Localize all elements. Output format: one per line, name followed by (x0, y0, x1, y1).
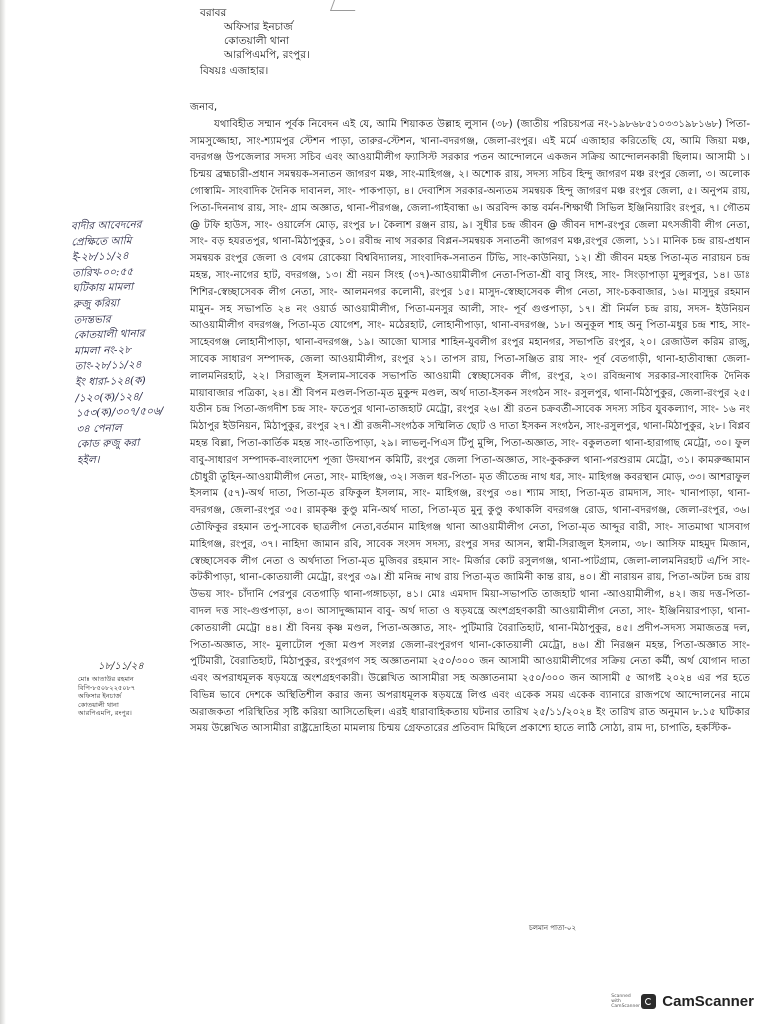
camscanner-watermark (611, 993, 754, 1010)
margin-note-line: ১৫৩(ক)/৩০৭/৫০৬/ (75, 405, 164, 420)
margin-note-line: কোতয়ালী থানার (73, 327, 145, 342)
watermark-small-text: Scanned with CamScanner (611, 994, 640, 1009)
margin-note-line: ৩৪ পেনাল (76, 421, 122, 436)
stamp-line: অফিসার ইনচার্জ (78, 692, 122, 701)
recipient-title: অফিসার ইনচার্জ (224, 21, 293, 33)
greeting: জনাব, (190, 102, 218, 113)
complaint-paragraph: যথাবিহীত সম্মান পূর্বক নিবেদন এই যে, আমি শিয়াকত উল্লাহ লুসান (৩৮) (জাতীয় পরিচয়পত্র নং-১৯৮৬৮৫১০৩৩১৯৮১৬৮) পিতা-সামসুজ্জোহা, সাং-শ্যামপুর স্টেশন পাড়া, তারুর-স্টেশন, খানা-বদরগঞ্জ, জেলা-রংপুর। এই মর্মে এজাহার করিতেছি যে, আমি জিয়া মঞ্চ, বদরগঞ্জ উপজেলার সদস্য সচিব এবং আওয়ামীলীগ ফ্যাসিস্ট সরকার পতন আন্দোলনে একজন সক্রিয় আন্দোলনকারী ছিলাম। আসামী ১। চিন্ময় ব্রহ্মচারী-প্রধান সমন্বয়ক-সনাতন জাগরণ মঞ্চ, সাং-মাহিগঞ্জ, ২। অশোক রায়, সদস্য সচিব হিন্দু জাগরণ মঞ্চ রংপুর জেলা, ৩। অলোক গোস্বামি- সাংবাদিক দৈনিক দাবানল, সাং- পাকপাড়া, ৪। দেবাশিস সরকার-অন্যতম সমন্বয়ক হিন্দু জাগরণ মঞ্চ রংপুর জেলা, ৫। অনুপম রায়, পিতা-দিননাথ রায়, সাং- গ্রাম অজ্ঞাত, থানা-পীরগঞ্জ, জেলা-গাইবান্ধা ৬। অরবিন্দ কান্ত বর্মন-শিক্ষার্থী সিভিল ইঞ্জিনিয়ারিং রংপুর, ৭। গৌতম @ টফি হাউস, সাং- ওয়ার্লেস মোড়, রংপুর ৮। কৈলাশ রঞ্জন রায়, ৯। সুধীর চন্দ্র জীবন @ জীবন দাশ-রংপুর জেলা মৎসজীবী লীগ নেতা, সাং- বড় হযরতপুর, থানা-মিঠাপুকুর, ১০। রবীন্দ্র নাথ সরকার বিপ্লন-সমন্বয়ক সনাতনী জাগরণ মঞ্চ,রংপুর জেলা, ১১। মানিক চন্দ্র রায়-প্রধান সমন্বয়ক রংপুর জেলা ও বেগম রোকেয়া বিশ্ববিদ্যালয়, সাংবাদিক-সনাতন টিভি, সাং-কাউনিয়া, ১২। শ্রী জীবন মহন্ত পিতা-মৃত নারায়ন চন্দ্র মহন্ত, সাং-নাগের হাট, বদরগঞ্জ, ১৩। শ্রী নয়ন সিংহ (৩৭)-আওয়ামীলীগ নেতা-পিতা-শ্রী বাবু সিংহ, সাং- সিংড়াপাড়া মুন্সুরপুর, ১৪। ডাঃ শিশির-স্বেচ্ছাসেবক লীগ নেতা, সাং- আলমনগর কলোনী, রংপুর ১৫। মাসুদ-স্বেচ্ছাসেবক লীগ নেতা, সাং-চকবাজার, ১৬। মাসুদুর রহমান মামুন- সহ সভাপতি ২৪ নং ওয়ার্ড আওয়ামীলীগ, পিতা-মনসুর আলী, সাং- পূর্ব গুপ্তপাড়া, ১৭। শ্রী নির্মল চন্দ্র রায়, সদস- ইউনিয়ন আওয়ামীলীগ বদরগঞ্জ, পিতা-মৃত যোগেশ, সাং- মঠেরহাট, লোহানীপাড়া, থানা-বদরগঞ্জ, ১৮। অনুকূল শাহ অনু পিতা-মধুর চন্দ্র শাহ, সাং- সাহেবগঞ্জ লোহানীপাড়া, থানা-বদরগঞ্জ, ১৯। আজো ঘাসার শাহিন-যুবলীগ রংপুর মহানগর, সভাপতি রংপুর, ২০। রেজাউল করিম রাজু, সাবেক সাধারণ সম্পাদক, জেলা আওয়ামীলীগ, রংপুর ২১। তাপস রায়, পিতা-সঞ্জিত রায় সাং- পূর্ব বেতগাড়ী, থানা-হাতীবান্ধা জেলা-লালমনিরহাট, ২২। সিরাজুল ইসলাম-সাবেক সভাপতি আওয়ামী স্বেচ্ছাসেবক লীগ, রংপুর, ২৩। রবিন্দ্রনাথ সরকার-সাংবাদিক দৈনিক মায়াবাজার পত্রিকা, ২৪। শ্রী বিপন মণ্ডল-পিতা-মৃত মুকুন্দ মণ্ডল, অর্থ দাতা-ইসকন সংগঠন সাং- রসুলপুর, থানা-মিঠাপুকুর, জেলা-রংপুর ২৫। যতীন চন্দ্র পিতা-জগদীশ চন্দ্র সাং- ফতেপুর থানা-তাজহাট মেট্রো, রংপুর ২৬। শ্রী রতন চক্রবর্তী-সাবেক সদস্য সচিব যুবকল্যাণ, সাং- ১৬ নং মিঠাপুর ইউনিয়ন, মিঠাপুকুর, রংপুর ২৭। শ্রী রজনী-সংগঠক সম্মিলিত ছোট ও দাতা ইসকন সংগঠন, সাং-রসুলপুর, থানা-মিঠাপুকুর, ২৮। বিপ্লব মহন্ত বিল্লা, পিতা-কার্তিক মহন্ত সাং-তাতিপাড়া, ২৯। লাভলু-পিএস টিপু মুন্সি, পিতা-অজ্ঞাত, সাং- বকুলতলা থানা-হারাগাছ মেট্রো, ৩০। ফুল বাবু-সাধারণ সম্পাদক-বাংলাদেশ পূজা উদযাপন কমিটি, রংপুর জেলা পিতা-অজ্ঞাত, সাং-কুকরুল থানা-পরশুরাম মেট্রো, ৩১। কামরুজ্জামান চৌধুরী তুহিন-আওয়ামীলীগ নেতা, সাং- মাহিগঞ্জ, ৩২। সজল ধর-পিতা- মৃত জীতেন্দ্র নাথ ধর, সাং- মাহিগঞ্জ কবরস্থান মোড়, ৩৩। আশরাফুল ইসলাম (৫৭)-অর্থ দাতা, পিতা-মৃত রফিকুল ইসলাম, সাং- মাহিগঞ্জ, রংপুর ৩৪। শ্যাম সাহা, পিতা-মৃত রামদাস, সাং- খানাপাড়া, থানা-বদরগঞ্জ, জেলা-রংপুর ৩৫। রামকৃষ্ণ কুণ্ডু মনি-অর্থ দাতা, পিতা-মৃত মুনু কুণ্ডু কথাকলি বদরগঞ্জ রোড, থানা-বদরগঞ্জ, জেলা-রংপুর, ৩৬। তৌফিকুর রহমান তপু-সাবেক ছাত্রলীগ নেতা,বর্তমান মাহিগঞ্জ থানা আওয়ামীলীগ নেতা, পিতা-মৃত আব্দুর বারী, সাং- সাতমাথা খাসবাগ মাহিগঞ্জ, রংপুর, ৩৭। নাহিদা জামান রবি, সাবেক সংসদ সদস্য, রংপুর সদর আসন, স্বামী-সিরাজুল ইসলাম, ৩৮। আসিফ মাহমুদ মিজান, স্বেচ্ছাসেবক লীগ নেতা ও অর্থদাতা পিতা-মৃত মুজিবর রহমান সাং- মির্জার কোট রসুলগঞ্জ, থানা-পাটগ্রাম, জেলা-লালমনিরহাট এ/পি সাং- কটকীপাড়া, থানা-কোতয়ালী মেট্রো, রংপুর ৩৯। শ্রী মনিন্দ্র নাথ রায় পিতা-মৃত জামিনী কান্ত রায়, ৪০। শ্রী নারায়ন রায়, পিতা-অটল চন্দ্র রায় উভয় সাং- চাঁদানি পেরপুর বেতগাড়ি থানা-গঙ্গাচড়া, ৪১। মোঃ এমদাদ মিয়া-সভাপতি তাজহাট থানা -আওয়ামীলীগ, ৪২। জয় দত্ত-পিতা-বাদল দত্ত সাং-গুপ্তপাড়া, ৪৩। আসাদুজ্জামান বাবু- অর্থ দাতা ও ষড়যন্ত্রে অংশগ্রহণকারী আওয়ামীলীগ নেতা, সাং- ইঞ্জিনিয়ারপাড়া, থানা-কোতয়ালী মেট্রো ৪৪। শ্রী বিনয় কৃষ্ণ মণ্ডল, পিতা-অজ্ঞাত, সাং- পুটিমারি বৈরাতিহাট, থানা-মিঠাপুকুর, ৪৫। প্রদীপ-সদস্য সমাজতন্ত্র দল, পিতা-অজ্ঞাত, সাং- মুলাটোল পূজা মণ্ডপ সংলগ্ন জেলা-রংপুরগণ থানা-কোতয়ালী মেট্রো, ৪৬। শ্রী নিরঞ্জন মহন্ত, পিতা-অজ্ঞাত সাং- পুটিমারী, বৈরাতিহাট, মিঠাপুকুর, রংপুরগণ সহ অজ্ঞাতনামা ২৫০/৩০০ জন আসামী আওয়ামীলীগের সক্রিয় নেতা কর্মী, অর্থ যোগান দাতা এবং অপরাধমূলক ষড়যন্ত্রে অংশগ্রহণকারী। উল্লেখিত আসামীরা সহ অজ্ঞাতনামা ২৫০/৩০০ জন আসামী ৫ আগষ্ট ২০২৪ এর পর হতে বিভিন্ন ভাবে দেশকে অস্থিতিশীল করার জন্য অপরাধমূলক ষড়যন্ত্রে লিপ্ত এবং একেক সময় একেক ব্যানারে রাজপথে আন্দোলনের নামে অরাজকতা পরিস্থিতির সৃষ্টি করিয়া আসিতেছিল। এরই ধারাবাহিকতায় ঘটনার তারিখ ২৫/১১/২০২৪ ইং তারিখ রাত অনুমান ৮.১৫ ঘটিকার সময় উল্লেখিত আসামীরা রাষ্ট্রদ্রোহিতা মামলায় চিন্ময় গ্রেফতারের প্রতিবাদ মিছিলে প্রকাশ্যে হাতে লাঠি সোঠা, রাম দা, চাপাতি, হকস্টিক- (190, 118, 750, 735)
subject-line: বিষয়ঃ এজাহার। (200, 65, 269, 77)
margin-note-line: মামলা নং-২৮ (74, 343, 132, 358)
salutation-to: বরাবর (200, 7, 227, 19)
margin-note-line: ঘটিকায় মামলা (72, 281, 134, 295)
margin-note-line: তাং-২৮/১১/২৪ (74, 359, 142, 373)
margin-note-line: ইং ধারা-১২৪(ক) (74, 374, 146, 389)
officer-stamp (78, 660, 186, 718)
stamp-handwritten-number: ১৮/১১/২৪ (98, 661, 144, 672)
margin-note-line: রুজু করিয়া (72, 297, 120, 311)
margin-note-line: হইল। (76, 453, 100, 467)
handwritten-margin-note (71, 217, 189, 469)
page-corner-mark (330, 0, 359, 11)
stamp-line: কোতয়ালী থানা (78, 700, 119, 709)
stamp-line: বিপি-৮৫০৮২২৫০৮৭ (78, 683, 136, 692)
camscanner-logo-icon (641, 994, 656, 1009)
margin-note-line: কোড রুজু করা (76, 437, 140, 451)
complaint-body (190, 100, 750, 738)
margin-note-line: ই-২৮/১১/২৪ (71, 250, 129, 264)
address-header (200, 6, 310, 78)
margin-note-line: বাদীর আবেদনের (70, 218, 142, 233)
watermark-brand: CamScanner (662, 993, 754, 1010)
margin-note-line: তারিখ-০০:৫৫ (72, 265, 134, 280)
recipient-station: কোতয়ালী থানা (224, 35, 290, 47)
stamp-line: আরপিএমপি, রংপুর। (78, 709, 132, 718)
margin-note-line: প্রেক্ষিতে আমি (71, 234, 132, 249)
continued-page-label: চলমান পাতা-০২ (528, 924, 576, 932)
margin-note-line: /১২০(ক)/১২৪/ (75, 390, 143, 404)
recipient-district: আরপিএমপি, রংপুর। (224, 49, 310, 61)
margin-note-line: তদন্তভার (73, 313, 111, 327)
stamp-line: মোঃ আতাউর রহমান (78, 675, 134, 683)
